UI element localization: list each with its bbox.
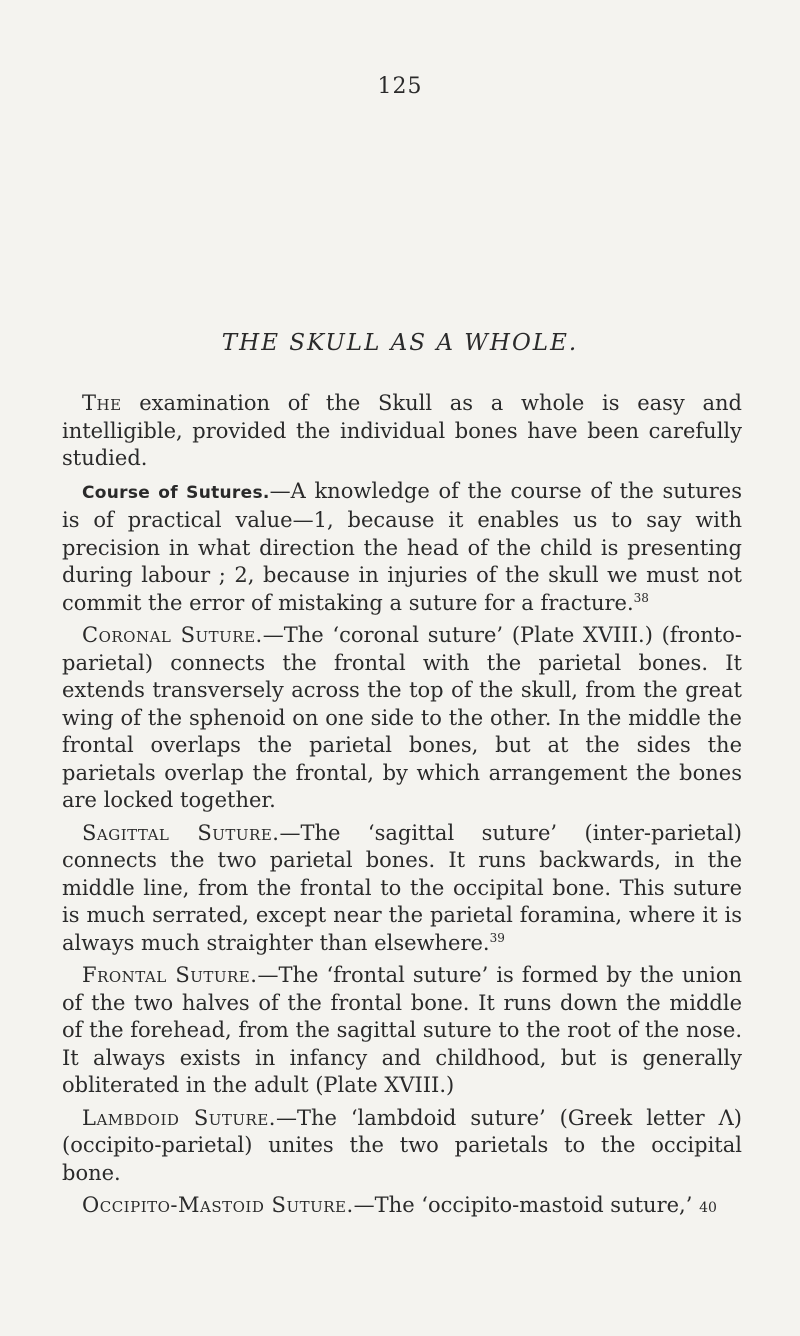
coronal-heading: Coronal Suture. (82, 623, 263, 647)
sutures-heading: Course of Sutures. (82, 482, 270, 503)
line-number-40: 40 (699, 1200, 717, 1216)
sutures-text: —A knowledge of the course of the sutures is of practical value—1, because it enables us to say with precision in what direction the head of the child is presenting during labour ; 2, because in injuries of the skull we must not commit the error of mistaking a suture for a fracture. (62, 478, 743, 615)
footnote-ref-38: 38 (633, 590, 649, 605)
sagittal-heading: Sagittal Suture. (82, 820, 280, 845)
body-text (62, 390, 742, 1228)
paragraph-lambdoid-suture (62, 1105, 742, 1188)
intro-lead: The (82, 391, 122, 415)
footnote-ref-39: 39 (489, 930, 505, 945)
sagittal-text: —The ‘sagittal suture’ (inter-parietal) connects the two parietal bones. It runs backwards, in the middle line, from the frontal to the occipital bone. This suture is much serrated, except near the parietal foramina, where it is always much straighter than elsewhere. (62, 820, 742, 955)
paragraph-course-of-sutures (62, 478, 742, 618)
lambdoid-heading: Lambdoid Suture. (82, 1105, 276, 1130)
chapter-title: THE SKULL AS A WHOLE. (221, 330, 579, 356)
frontal-heading: Frontal Suture. (82, 963, 258, 987)
lambdoid-text: —The ‘lambdoid suture’ (Greek letter Λ) (occipito-parietal) unites the two parietals to the occipital bone. (62, 1105, 742, 1185)
occipito-text: —The ‘occipito-mastoid suture,’ (353, 1193, 693, 1217)
frontal-text: —The ‘frontal suture’ is formed by the union of the two halves of the frontal bone. It runs down the middle of the forehead, from the sagittal suture to the root of the nose. It always exists in infancy and childhood, but is generally obliterated in the adult (Plate XVIII.) (62, 963, 742, 1097)
paragraph-intro (62, 390, 742, 473)
paragraph-occipito-mastoid-suture (62, 1192, 742, 1223)
coronal-text: —The ‘coronal suture’ (Plate XVIII.) (fronto-parietal) connects the frontal with the parietal bones. It extends transversely across the top of the skull, from the great wing of the sphenoid on one side to the other. In the middle the frontal overlaps the parietal bones, but at the sides the parietals overlap the frontal, by which arrangement the bones are locked together. (62, 623, 742, 812)
intro-text: examination of the Skull as a whole is easy and intelligible, provided the individual bones have been carefully studied. (62, 391, 742, 470)
paragraph-coronal-suture (62, 622, 742, 815)
paragraph-frontal-suture (62, 962, 742, 1100)
paragraph-sagittal-suture (62, 820, 742, 958)
page-number: 125 (377, 74, 423, 99)
occipito-heading: Occipito-Mastoid Suture. (82, 1193, 354, 1217)
